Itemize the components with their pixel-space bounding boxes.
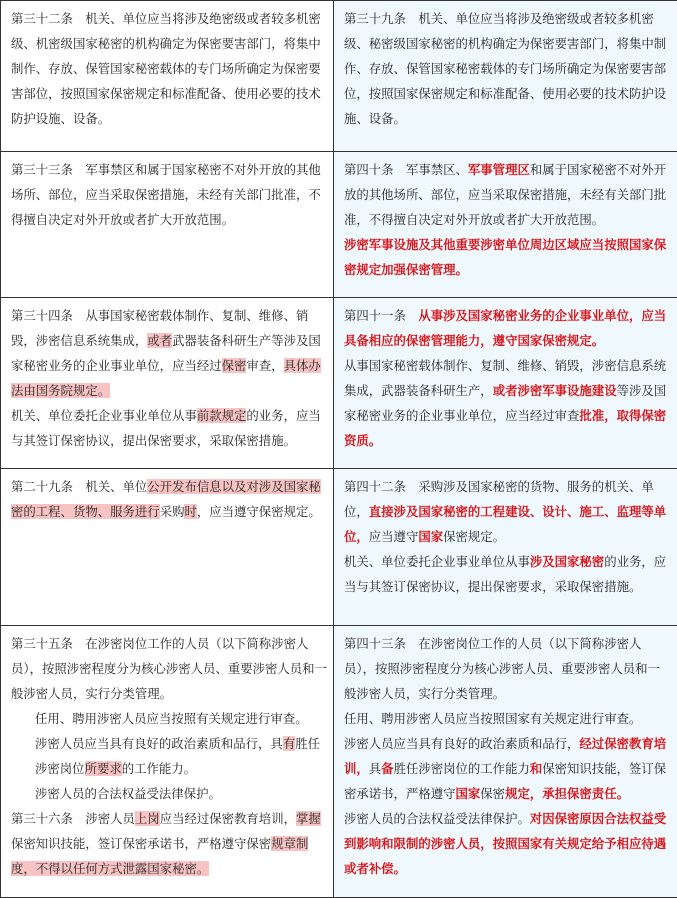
paragraph: 第三十五条 在涉密岗位工作的人员（以下简称涉密人员），按照涉密程度分为核心涉密人员、重要涉密人员和一般涉密人员，实行分类管理。 bbox=[11, 631, 327, 706]
paragraph: 第三十九条 机关、单位应当将涉及绝密级或者较多机密级、秘密级国家秘密的机构确定为保密要害部门，将集中制作、存放、保管国家秘密载体的专门场所确定为保密要害部位，按照国家保密规定和标准配备、使用必要的技术防护设施、设备。 bbox=[344, 6, 671, 131]
changed-text: 上岗 bbox=[135, 811, 160, 826]
added-text: 和 bbox=[530, 761, 542, 776]
added-text: 经过保密教育培训， bbox=[344, 736, 666, 776]
added-text: 国家 bbox=[418, 529, 443, 544]
table-row bbox=[1, 1, 677, 152]
changed-text: 规章制度，不得以任何方式泄露国家秘密。 bbox=[11, 836, 308, 876]
paragraph: 第二十九条 机关、单位公开发布信息以及对涉及国家秘密的工程、货物、服务进行采购时，应当遵守保密规定。 bbox=[11, 474, 327, 524]
new-article-cell bbox=[334, 626, 677, 898]
added-text: 或者涉密军事设施建设 bbox=[493, 383, 617, 398]
changed-text: 时 bbox=[184, 504, 196, 519]
changed-text: 公开发布信息以及对涉及国家秘密的工程、货物、服务进行 bbox=[11, 479, 321, 519]
old-article-cell bbox=[1, 626, 334, 898]
added-text: 规定，承担保密责任。 bbox=[505, 786, 629, 801]
old-article-cell bbox=[1, 469, 334, 626]
added-text: 涉密军事设施及其他重要涉密单位周边区域应当按照国家保密规定加强保密管理。 bbox=[344, 237, 666, 277]
table-row bbox=[1, 626, 677, 898]
paragraph: 涉密人员的合法权益受法律保护。对因保密原因合法权益受到影响和限制的涉密人员，按照国家有关规定给予相应待遇或者补偿。 bbox=[344, 806, 671, 881]
added-text: 从事涉及国家秘密业务的企业事业单位，应当具备相应的保密管理能力，遵守国家保密规定。 bbox=[344, 308, 666, 348]
added-text: 军事管理区 bbox=[468, 162, 530, 177]
added-text: 涉及国家秘密 bbox=[530, 554, 604, 569]
changed-text: 具体办法由国务院规定。 bbox=[11, 358, 321, 398]
changed-text: 或者 bbox=[147, 333, 172, 348]
paragraph: 第四十三条 在涉密岗位工作的人员（以下简称涉密人员），按照涉密程度分为核心涉密人员、重要涉密人员和一般涉密人员，实行分类管理。 bbox=[344, 631, 671, 706]
paragraph: 机关、单位委托企业事业单位从事涉及国家秘密的业务，应当与其签订保密协议，提出保密要求，采取保密措施。 bbox=[344, 549, 671, 599]
paragraph: 涉密人员的合法权益受法律保护。 bbox=[11, 781, 327, 806]
new-article-cell bbox=[334, 298, 677, 469]
paragraph: 任用、聘用涉密人员应当按照国家有关规定进行审查。 bbox=[344, 706, 671, 731]
paragraph: 任用、聘用涉密人员应当按照有关规定进行审查。 bbox=[11, 706, 327, 731]
paragraph: 第三十四条 从事国家秘密载体制作、复制、维修、销毁，涉密信息系统集成，或者武器装备科研生产等涉及国家秘密业务的企业事业单位，应当经过保密审查，具体办法由国务院规定。 bbox=[11, 303, 327, 403]
changed-text: 保密 bbox=[222, 358, 247, 373]
table-row bbox=[1, 152, 677, 298]
paragraph: 第三十二条 机关、单位应当将涉及绝密级或者较多机密级、机密级国家秘密的机构确定为保密要害部门，将集中制作、存放、保管国家秘密载体的专门场所确定为保密要害部位，按照国家保密规定和标准配备、使用必要的技术防护设施、设备。 bbox=[11, 6, 327, 131]
added-text: 国家 bbox=[456, 786, 481, 801]
changed-text: 前款规定 bbox=[197, 408, 247, 423]
changed-text: 有 bbox=[283, 736, 295, 751]
paragraph: 涉密人员应当具有良好的政治素质和品行，具有胜任涉密岗位所要求的工作能力。 bbox=[11, 731, 327, 781]
new-article-cell bbox=[334, 1, 677, 152]
paragraph: 涉密人员应当具有良好的政治素质和品行，经过保密教育培训，具备胜任涉密岗位的工作能力和保密知识技能，签订保密承诺书，严格遵守国家保密规定，承担保密责任。 bbox=[344, 731, 671, 806]
added-text: 备 bbox=[381, 761, 393, 776]
paragraph bbox=[344, 232, 671, 282]
added-text: 对因保密原因合法权益受到影响和限制的涉密人员，按照国家有关规定给予相应待遇或者补偿。 bbox=[344, 811, 666, 876]
table-row bbox=[1, 298, 677, 469]
added-text: 批准，取得保密资质。 bbox=[344, 408, 666, 448]
old-article-cell bbox=[1, 298, 334, 469]
paragraph: 第四十条 军事禁区、军事管理区和属于国家秘密不对外开放的其他场所、部位，应当采取保密措施，未经有关部门批准，不得擅自决定对外开放或者扩大开放范围。 bbox=[344, 157, 671, 232]
paragraph: 从事国家秘密载体制作、复制、维修、销毁，涉密信息系统集成，武器装备科研生产，或者涉密军事设施建设等涉及国家秘密业务的企业事业单位，应当经过审查批准，取得保密资质。 bbox=[344, 353, 671, 453]
paragraph: 第三十三条 军事禁区和属于国家秘密不对外开放的其他场所、部位，应当采取保密措施，未经有关部门批准，不得擅自决定对外开放或者扩大开放范围。 bbox=[11, 157, 327, 232]
paragraph: 机关、单位委托企业事业单位从事前款规定的业务，应当与其签订保密协议，提出保密要求，采取保密措施。 bbox=[11, 403, 327, 453]
paragraph: 第四十一条 从事涉及国家秘密业务的企业事业单位，应当具备相应的保密管理能力，遵守国家保密规定。 bbox=[344, 303, 671, 353]
changed-text: 掌握 bbox=[296, 811, 321, 826]
added-text: 直接涉及国家秘密的工程建设、设计、施工、监理等单位， bbox=[344, 504, 666, 544]
table-row bbox=[1, 469, 677, 626]
new-article-cell bbox=[334, 469, 677, 626]
changed-text: 所要求 bbox=[85, 761, 122, 776]
paragraph: 第四十二条 采购涉及国家秘密的货物、服务的机关、单位，直接涉及国家秘密的工程建设、设计、施工、监理等单位，应当遵守国家保密规定。 bbox=[344, 474, 671, 549]
new-article-cell bbox=[334, 152, 677, 298]
paragraph: 第三十六条 涉密人员上岗应当经过保密教育培训，掌握保密知识技能，签订保密承诺书，严格遵守保密规章制度，不得以任何方式泄露国家秘密。 bbox=[11, 806, 327, 881]
old-article-cell bbox=[1, 152, 334, 298]
old-article-cell bbox=[1, 1, 334, 152]
